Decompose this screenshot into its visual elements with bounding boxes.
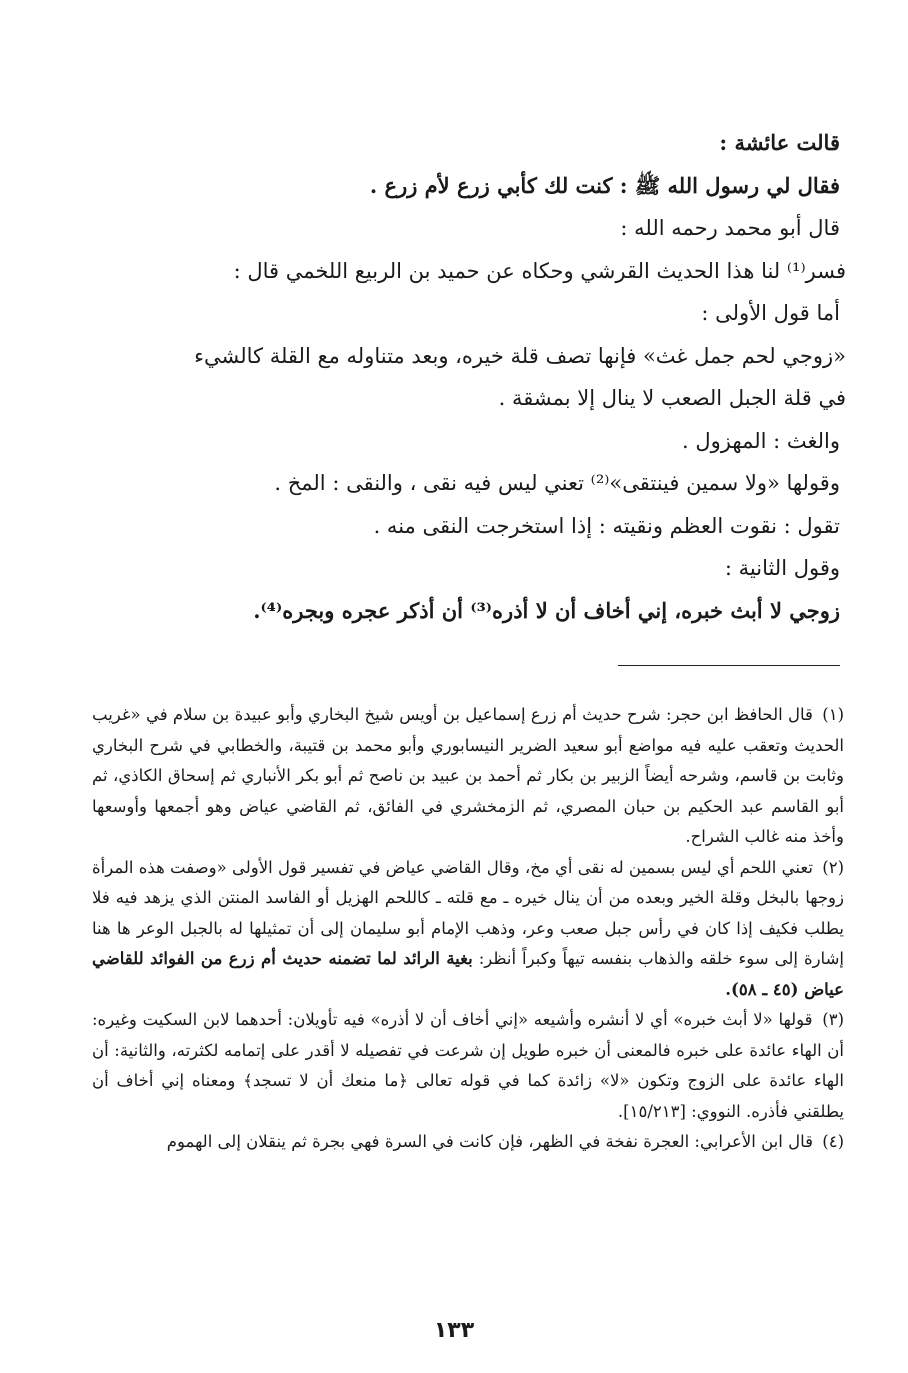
footnote-text: تعني اللحم أي ليس بسمين له نقى أي مخ، وقال القاضي عياض في تفسير قول الأولى «وصفت هذه المرأة زوجها بالبخل وقلة الخير وبعده من أن ينال خيره ـ مع قلته ـ كاللحم الهزيل أو الفاسد المنتن الذي يزهد فيه فلا يطلب فكيف إذا كان في رأس جبل صعب وعر، وذهب الإمام أبو سليمان إلى أن تمثيلها له بالجبل الوعر ها هنا إشارة إلى سوء خلقه والذهاب بنفسه تيهاً وكبراً أنظر:	[92, 857, 844, 968]
footnote-number: (٤)	[822, 1132, 844, 1151]
footnote-2	[92, 853, 844, 1006]
body-line: تقول : نقوت العظم ونقيته : إذا استخرجت النقى منه .	[373, 513, 840, 538]
footnote-1	[92, 700, 844, 853]
body-line: فقال لي رسول الله ﷺ : كنت لك كأبي زرع لأم زرع .	[369, 172, 840, 198]
footnote-separator	[618, 665, 840, 666]
footnote-text: قال ابن الأعرابي: العجرة نفخة في الظهر، فإن كانت في السرة فهي بجرة ثم ينقلان إلى الهموم	[166, 1132, 813, 1151]
footnote-number: (٣)	[822, 1010, 844, 1029]
body-line: زوجي لا أبث خبره، إني أخاف أن لا أذره⁽³⁾ أن أذكر عجره وبجره⁽⁴⁾.	[253, 597, 840, 623]
main-text	[150, 122, 846, 632]
body-line: في قلة الجبل الصعب لا ينال إلا بمشقة .	[498, 386, 846, 410]
body-line: قالت عائشة :	[719, 130, 840, 155]
body-line: والغث : المهزول .	[682, 428, 840, 453]
body-line: «زوجي لحم جمل غث» فإنها تصف قلة خيره، وبعد متناوله مع القلة كالشيء	[194, 343, 846, 368]
footnote-4	[92, 1127, 844, 1158]
footnote-number: (٢)	[822, 857, 845, 877]
page-number: ١٣٣	[433, 1318, 475, 1343]
footnotes	[92, 700, 844, 1158]
footnote-number: (١)	[822, 705, 844, 724]
body-line: وقول الثانية :	[724, 556, 840, 580]
body-line: وقولها «ولا سمين فينتقى»⁽²⁾ تعني ليس فيه نقى ، والنقى : المخ .	[274, 471, 840, 495]
body-line: قال أبو محمد رحمه الله :	[620, 216, 840, 240]
footnote-reference: بغية الرائد لما تضمنه حديث أم زرع من الفوائد للقاضي عياض (٤٥ ـ ٥٨).	[92, 949, 844, 999]
footnote-3	[92, 1005, 844, 1127]
body-line: أما قول الأولى :	[701, 301, 840, 325]
footnote-text: قال الحافظ ابن حجر: شرح حديث أم زرع إسماعيل بن أويس شيخ البخاري وأبو عبيدة بن سلام في «غريب الحديث وتعقب عليه فيه مواضع أبو سعيد الضرير النيسابوري وأبو محمد بن قتيبة، والخطابي في شرح البخاري وثابت بن قاسم، وشرحه أيضاً الزبير بن بكار ثم أحمد بن عبيد بن ناصح ثم أبو بكر الأنباري ثم إسحاق الكاذي، ثم أبو القاسم عبد الحكيم بن حبان المصري، ثم الزمخشري في الفائق، ثم القاضي عياض وهو أجمعها وأوسعها وأخذ منه غالب الشراح.	[92, 705, 844, 846]
body-line: فسر⁽¹⁾ لنا هذا الحديث القرشي وحكاه عن حميد بن الربيع اللخمي قال :	[233, 258, 846, 283]
footnote-text: قولها «لا أبث خبره» أي لا أنشره وأشيعه «إني أخاف أن لا أذره» فيه تأويلان: أحدهما لابن السكيت وغيره: أن الهاء عائدة على خبره فالمعنى أن خبره طويل إن شرعت في تفصيله لا أقدر على إتمامه لكثرته، والثانية: أن الهاء عائدة على الزوج وتكون «لا» زائدة كما في قوله تعالى ﴿ما منعك أن لا تسجد﴾ ومعناه إني أخاف أن يطلقني فأذره. النووي: [١٥/٢١٣].	[92, 1010, 844, 1121]
